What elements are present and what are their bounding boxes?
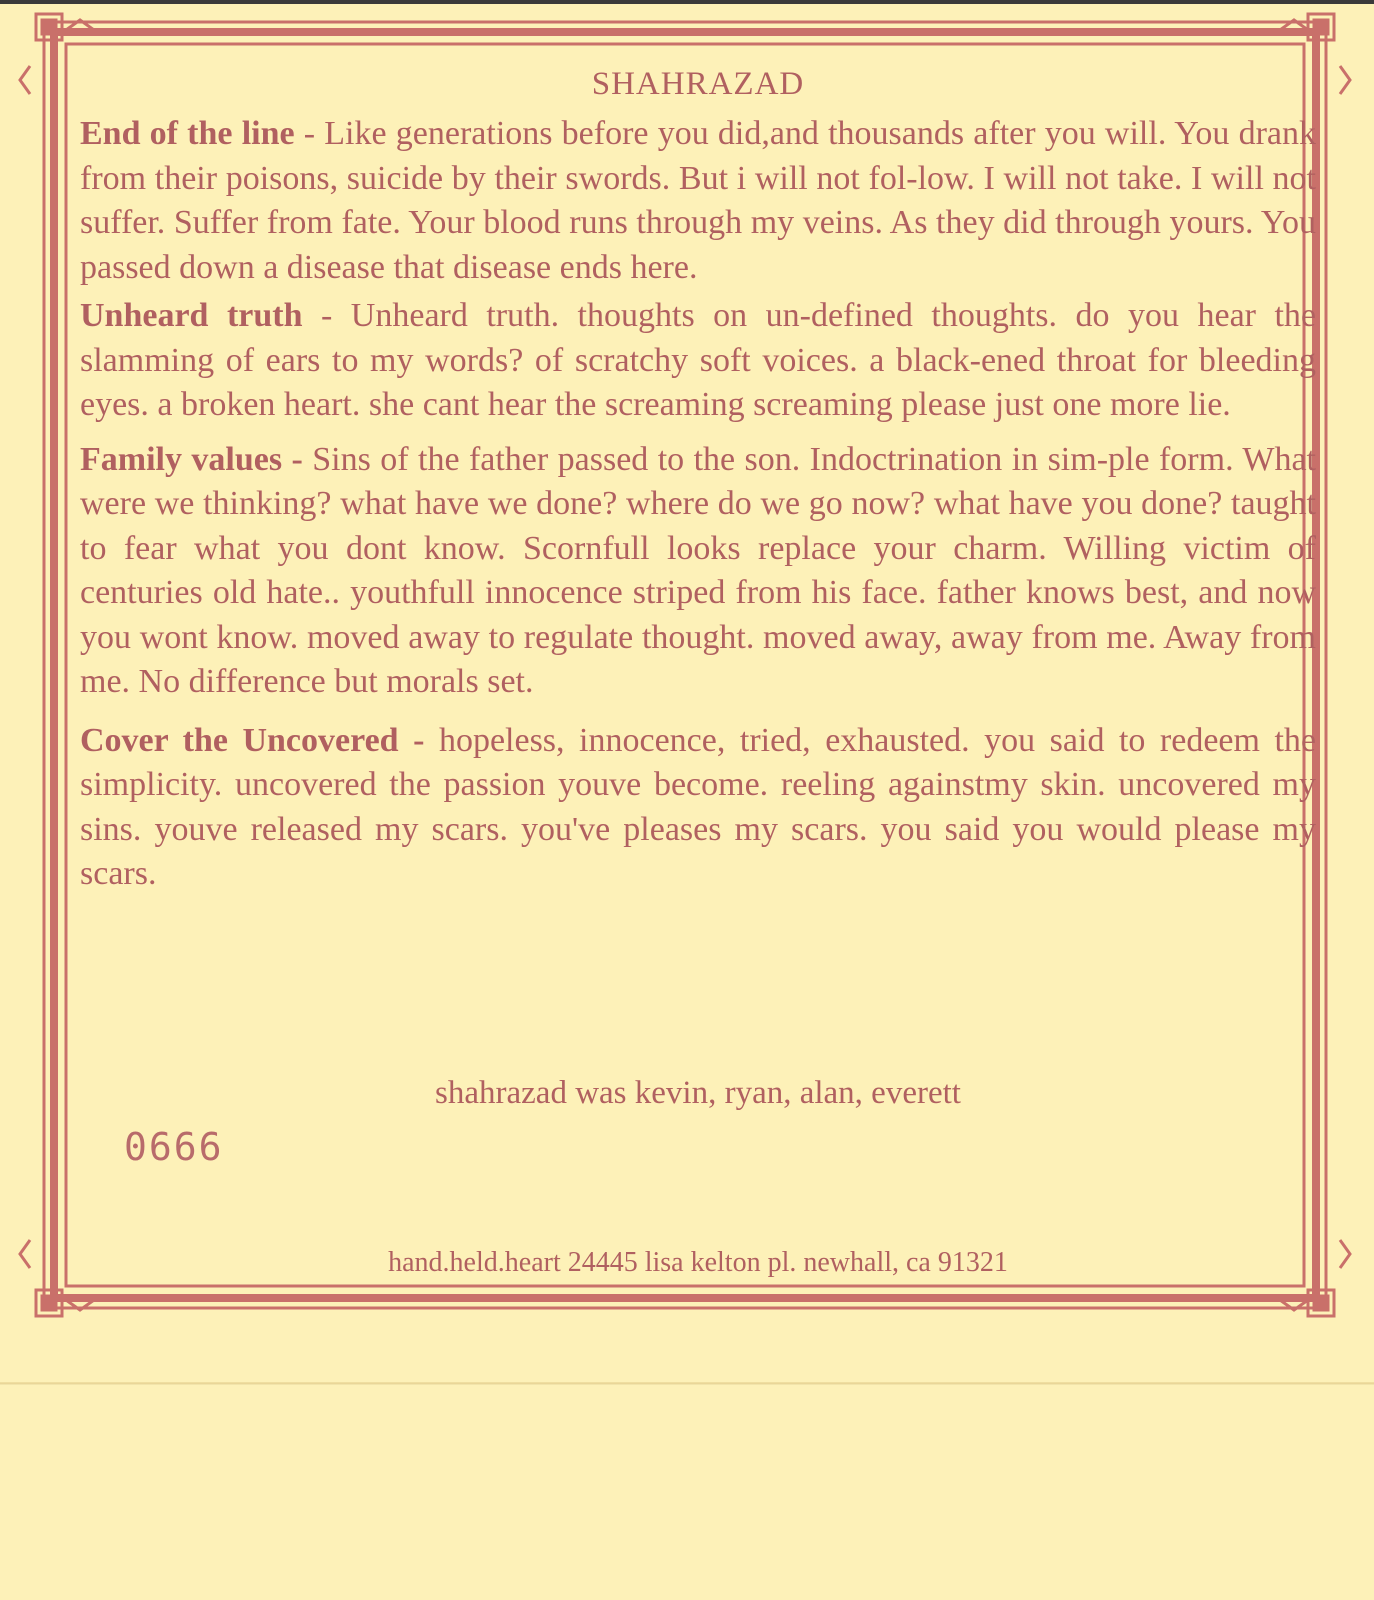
edition-number-stamp: 0666 [124, 1125, 224, 1169]
song-title: Family values - [80, 440, 303, 478]
song-lyrics: Sins of the father passed to the son. Indoctrination in sim-ple form. What were we thinking? what have we done? where do we go now? what have you done? taught to fear what you dont know. Scornfull looks replace your charm. Willing victim of centuries old hate.. youthfull innocence striped from his face. father knows best, and now you wont know. moved away to regulate thought. moved away, away from me. Away from me. No difference but morals set. [80, 440, 1316, 700]
song-lyrics: hopeless, innocence, tried, exhausted. you said to redeem the simplicity. uncovered the passion youve become. reeling againstmy skin. uncovered my sins. youve released my scars. you've pleases my scars. you said you would please my scars. [80, 721, 1317, 892]
song-title: End of the line [80, 115, 295, 152]
song-lyrics: - Unheard truth. thoughts on un-defined thoughts. do you hear the slamming of ears to my words? of scratchy soft voices. a black-ened throat for bleeding eyes. a broken heart. she cant hear the screaming screaming please just one more lie. [80, 297, 1316, 423]
fold-crease [0, 1382, 1374, 1385]
song-entry [80, 294, 1316, 428]
song-title: Unheard truth [80, 297, 303, 334]
song-title: Cover the Uncovered - [80, 721, 425, 759]
song-entry [80, 438, 1316, 705]
page-title: SHAHRAZAD [591, 66, 805, 102]
liner-notes [80, 62, 1316, 1312]
song-entry [80, 719, 1316, 897]
band-credits: shahrazad was kevin, ryan, alan, everett [435, 1075, 961, 1111]
song-lyrics: - Like generations before you did,and thousands after you will. You drank from their poisons, suicide by their swords. But i will not fol-low. I will not take. I will not suffer. Suffer from fate. Your blood runs through my veins. As they did through yours. You passed down a disease that disease ends here. [80, 115, 1316, 286]
song-entry [80, 112, 1316, 290]
label-address: hand.held.heart 24445 lisa kelton pl. newhall, ca 91321 [388, 1247, 1008, 1278]
